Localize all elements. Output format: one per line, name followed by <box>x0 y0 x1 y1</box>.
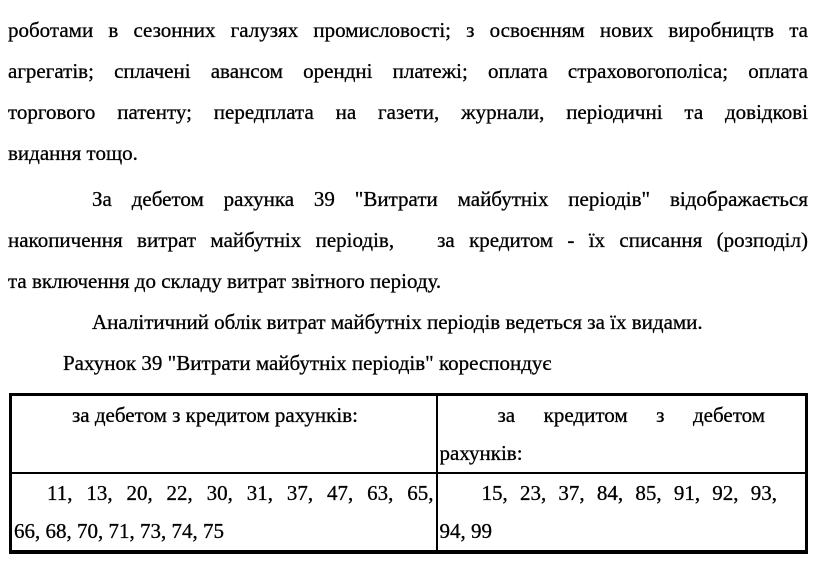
table-body-row <box>11 473 807 552</box>
text-line: 15, 23, 37, 84, 85, 91, 92, 93, <box>481 481 777 505</box>
cell-debit-accounts <box>11 473 437 552</box>
paragraph-debit-credit-description <box>8 179 808 302</box>
text-line: рахунків: <box>439 441 523 465</box>
table-header-row <box>11 395 807 474</box>
cell-credit-accounts <box>437 473 807 552</box>
paragraph-account-39-corresponds <box>8 343 808 384</box>
header-cell-debit <box>11 395 437 474</box>
text-line: Рахунок 39 "Витрати майбутніх періодів" кореспондує <box>63 351 552 375</box>
text-line: агрегатів; сплачені авансом орендні платежі; оплата страховогополіса; оплата <box>8 59 808 83</box>
text-line: та включення до складу витрат звітного періоду. <box>8 269 442 293</box>
text-line: За дебетом рахунка 39 "Витрати майбутніх періодів" відображається <box>92 187 808 211</box>
text-line: за дебетом з кредитом рахунків: <box>72 403 358 427</box>
text-line: 94, 99 <box>439 519 492 543</box>
paragraph-analytical-accounting <box>8 302 808 343</box>
text-line: за кредитом з дебетом <box>497 403 765 427</box>
text-line: накопичення витрат майбутніх періодів, за кредитом - їх списання (розподіл) <box>8 228 808 252</box>
text-line: 11, 13, 20, 22, 30, 31, 37, 47, 63, 65, <box>47 481 434 505</box>
header-cell-credit <box>437 395 807 474</box>
text-line: Аналітичний облік витрат майбутніх періодів ведеться за їх видами. <box>92 310 703 334</box>
text-line: роботами в сезонних галузях промисловості; з освоєнням нових виробництв та <box>8 18 808 42</box>
correspondence-table <box>9 393 808 554</box>
text-line: видання тощо. <box>8 141 138 165</box>
text-line: торгового патенту; передплата на газети, журнали, періодичні та довідкові <box>8 100 808 124</box>
text-line: 66, 68, 70, 71, 73, 74, 75 <box>14 519 224 543</box>
paragraph-deferred-expense-examples <box>8 10 808 174</box>
